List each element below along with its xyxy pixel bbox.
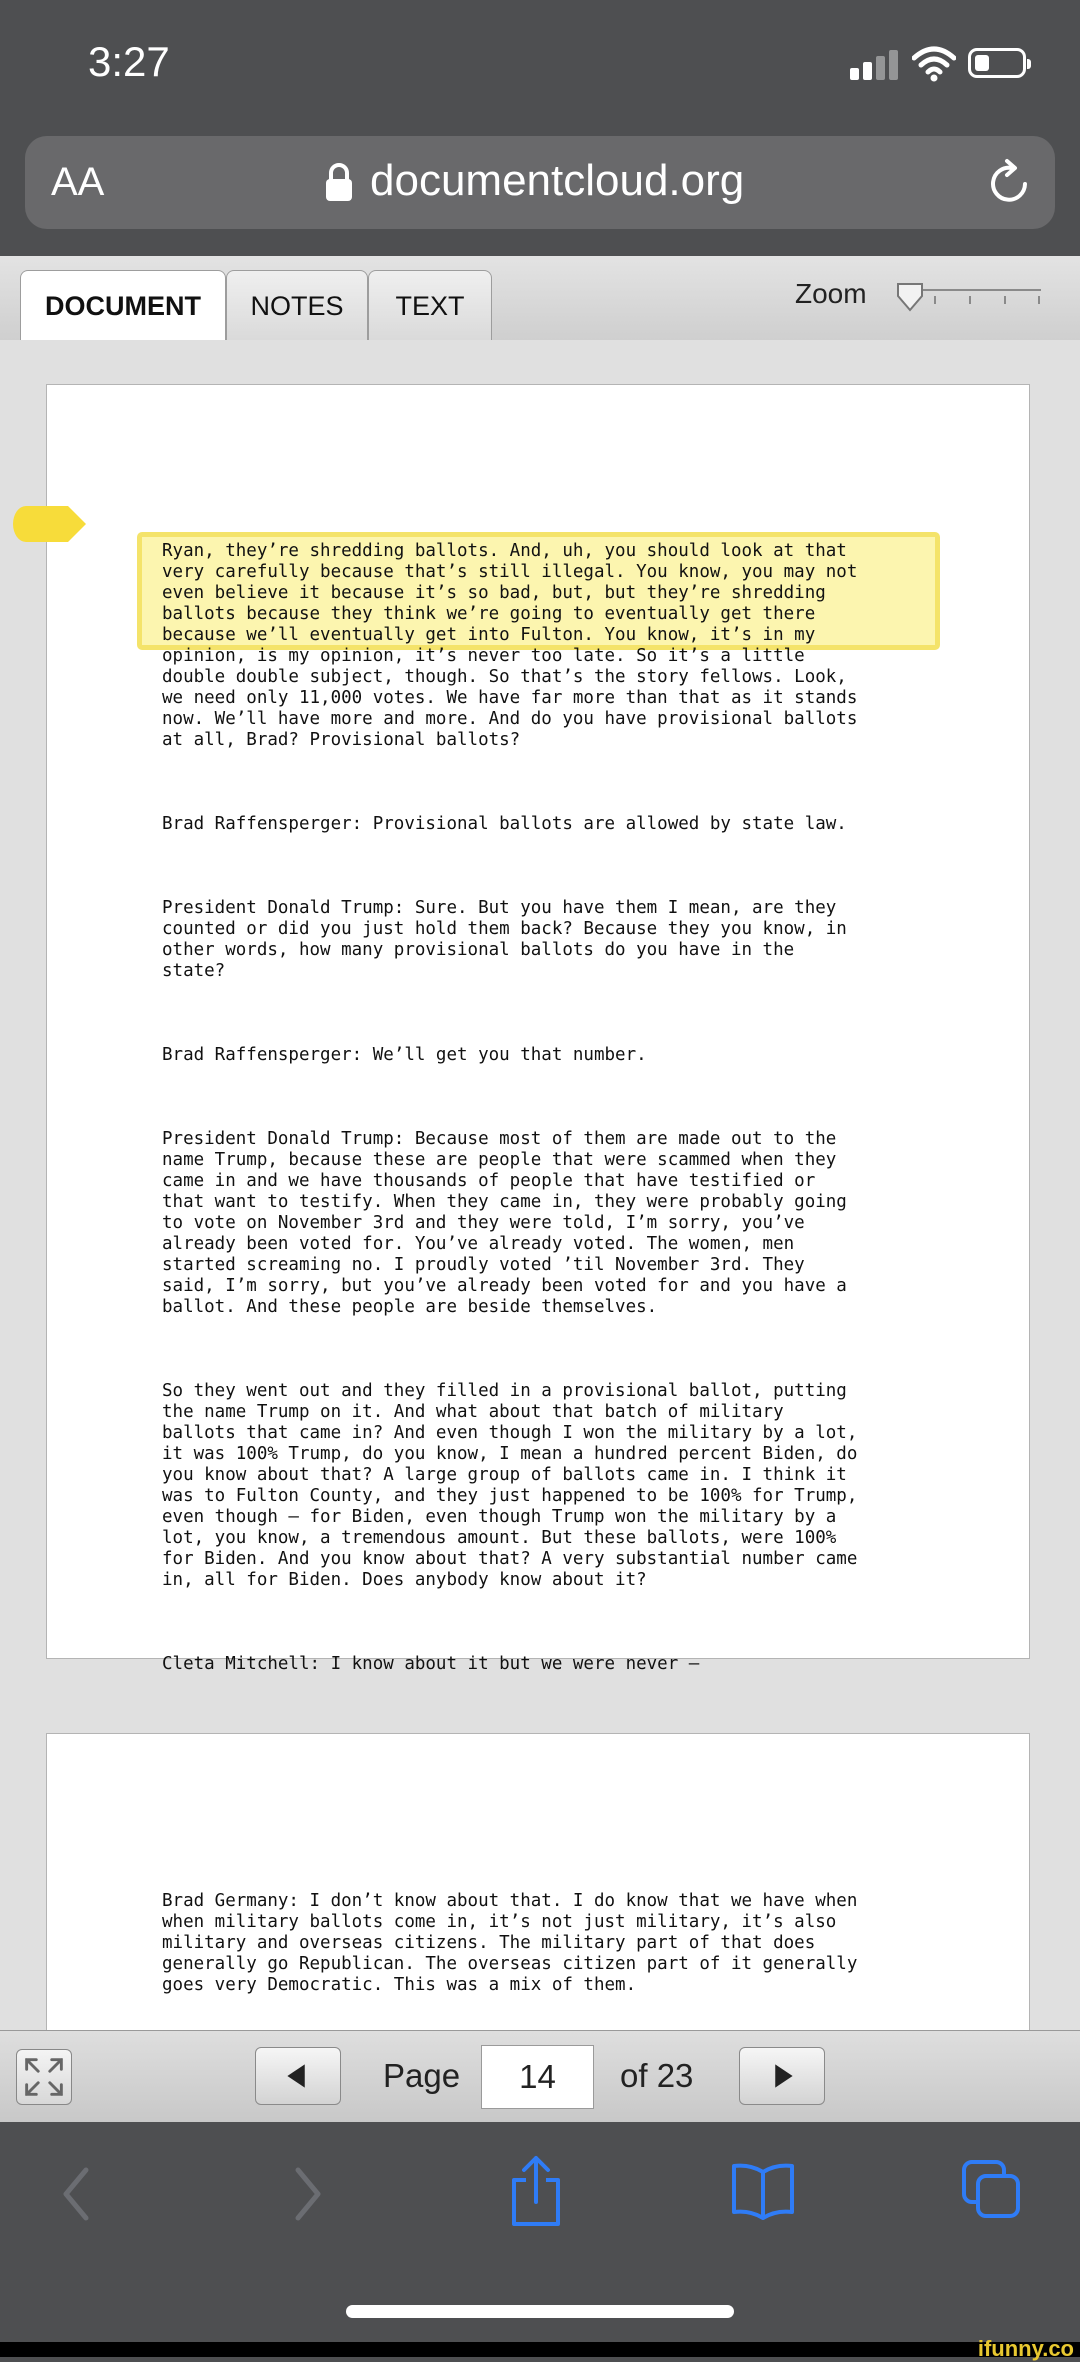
paragraph: Ryan, they’re shredding ballots. And, uh, you should look at that very carefully because that’s still illegal. You know, you may not even believe it because it’s so bad, but, but they’re shredding ballots because they think we’re going to eventually get there because we’ll eventually get into Fulton. You know, it’s in my opinion, is my opinion, it’s never too late. So it’s a little double double subject, though. So that’s the story fellows. Look, we need only 11,000 votes. We have far more than that as it stands now. We’ll have more and more. And do you have provisional ballots at all, Brad? Provisional ballots?	[162, 541, 858, 750]
page-number-input[interactable]: 14	[481, 2045, 594, 2109]
zoom-label: Zoom	[795, 278, 867, 309]
document-page	[46, 1733, 1030, 2030]
browser-bottom-bar	[0, 2122, 1080, 2361]
reader-aa-button[interactable]: AA	[51, 160, 105, 204]
tab-text[interactable]: TEXT	[368, 270, 492, 340]
zoom-slider[interactable]	[895, 282, 1045, 322]
paragraph: So they went out and they filled in a provisional ballot, putting the name Trump on it. And what about that batch of military ballots that came in? And even though I won the military by a lot, it was 100% Trump, do you know, I mean a hundred percent Biden, do you know about that? A large group of ballots came in. I think it was to Fulton County, and they just happened to be 100% for Trump, even though – for Biden, even though Trump won the military by a lot, you know, a tremendous amount. But these ballots, were 100% for Biden. And you know about that? A very substantial number came in, all for Biden. Does anybody know about it?	[162, 1381, 858, 1590]
previous-page-button[interactable]	[255, 2047, 341, 2105]
page-label: Page	[383, 2057, 461, 2094]
watermark-bar	[0, 2336, 1080, 2361]
wifi-icon	[912, 46, 956, 82]
forward-icon[interactable]	[290, 2164, 326, 2224]
paragraph: Brad Germany: I don’t know about that. I do know that we have when when military ballots come in, it’s not just military, it’s also military and overseas citizens. The military part of that does generally go Republican. The overseas citizen part of it generally goes very Democratic. This was a mix of them.	[162, 1891, 858, 1995]
arrow-left-icon	[256, 2048, 340, 2104]
paragraph: Brad Raffensperger: We’ll get you that number.	[162, 1045, 647, 1065]
status-time: 3:27	[88, 38, 170, 85]
paragraph: Brad Raffensperger: Provisional ballots are allowed by state law.	[162, 814, 847, 834]
tabs-icon[interactable]	[960, 2158, 1024, 2222]
url-text[interactable]: documentcloud.org	[370, 156, 745, 205]
status-bar	[0, 0, 1080, 130]
document-page	[46, 384, 1030, 1674]
note-marker-icon[interactable]	[12, 505, 87, 543]
page-navigation	[0, 2030, 1080, 2123]
lock-icon	[325, 162, 353, 202]
document-viewer[interactable]	[0, 340, 1080, 2030]
reload-icon[interactable]	[985, 158, 1033, 206]
paragraph: President Donald Trump: Because most of them are made out to the name Trump, because these are people that were scammed when they came in and we have thousands of people that have testified or that want to testify. When they came in, they were probably going to vote on November 3rd and they were told, I’m sorry, you’ve already been voted for. You’ve already voted. The women, men started screaming no. I proudly voted ’til November 3rd. They said, I’m sorry, but you’ve already been voted for and you have a ballot. And these people are beside themselves.	[162, 1129, 847, 1317]
viewer-toolbar	[0, 256, 1080, 341]
share-icon[interactable]	[508, 2154, 564, 2228]
bookmarks-icon[interactable]	[730, 2162, 796, 2220]
tab-document[interactable]: DOCUMENT	[20, 270, 226, 340]
fullscreen-icon[interactable]	[16, 2049, 72, 2105]
cellular-signal-icon	[850, 50, 900, 80]
tab-notes[interactable]: NOTES	[226, 270, 368, 340]
page-count: of 23	[620, 2057, 694, 2094]
watermark-text: ifunny.co	[977, 2336, 1074, 2361]
page-text	[162, 499, 982, 1906]
address-bar[interactable]	[25, 136, 1055, 229]
back-icon[interactable]	[58, 2164, 94, 2224]
paragraph: Cleta Mitchell: I know about it but we were never –	[162, 1654, 700, 1674]
battery-icon	[968, 48, 1026, 78]
paragraph: President Donald Trump: Sure. But you have them I mean, are they counted or did you just hold them back? Because they you know, in other words, how many provisional ballots do you have in the state?	[162, 898, 847, 981]
arrow-right-icon	[740, 2048, 824, 2104]
home-indicator[interactable]	[346, 2305, 734, 2318]
page-text	[162, 1849, 982, 2030]
next-page-button[interactable]	[739, 2047, 825, 2105]
